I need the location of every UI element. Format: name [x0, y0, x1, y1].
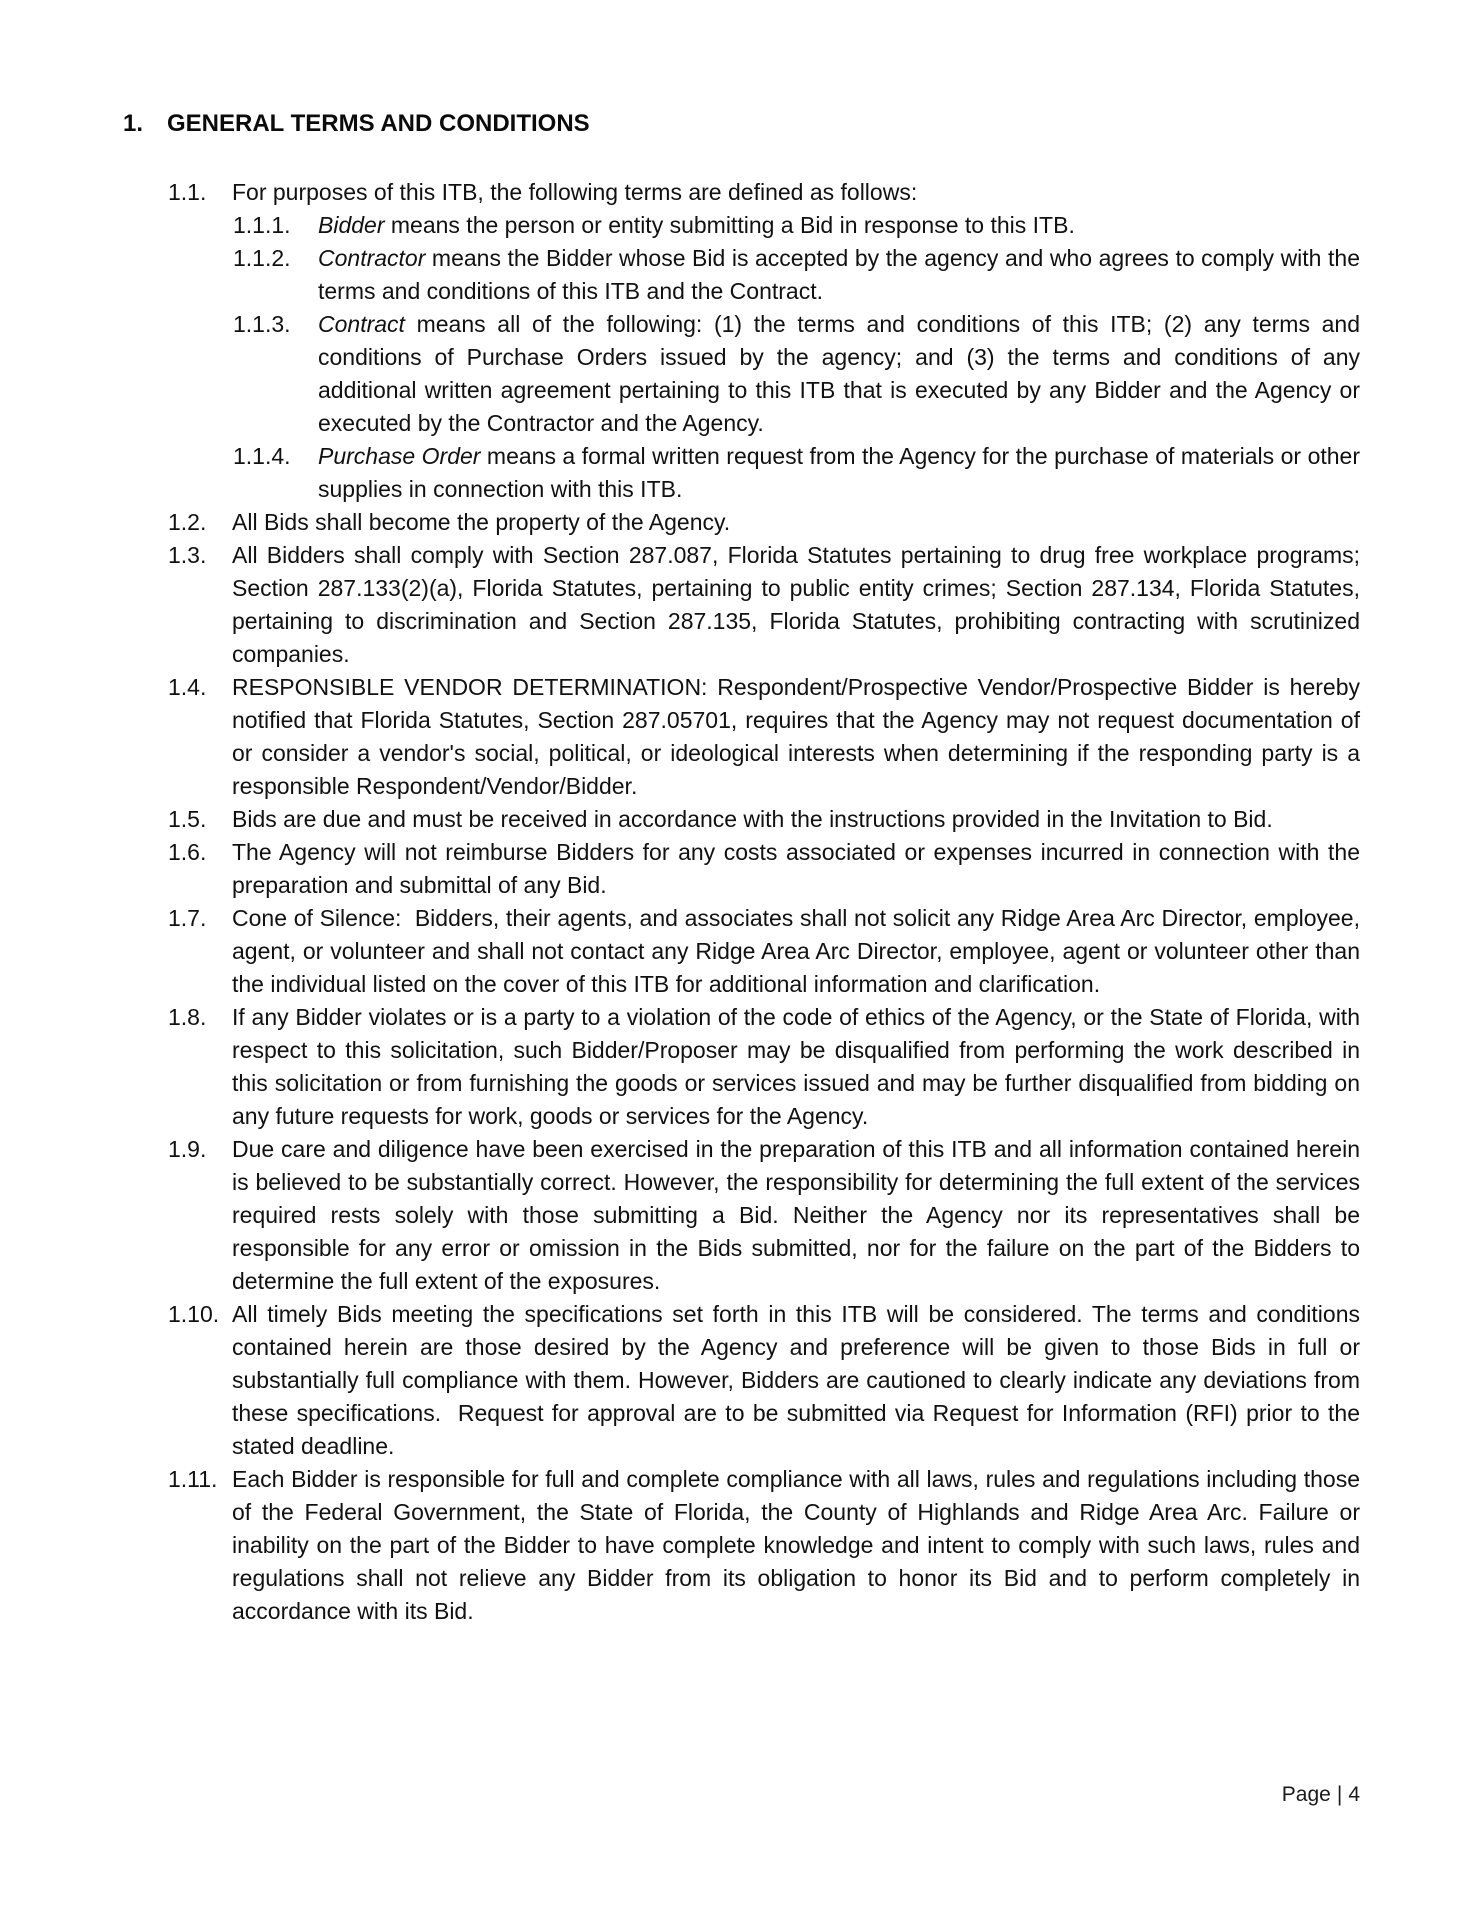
- item-text: All Bidders shall comply with Section 287.087, Florida Statutes pertaining to drug free workplace programs; Section 287.133(2)(a), Florida Statutes, pertaining to public entity crimes; Section 287.134, Florida Statutes, pertaining to discrimination and Section 287.135, Florida Statutes, prohibiting contracting with scrutinized companies.: [232, 542, 1360, 667]
- definition-text: means the Bidder whose Bid is accepted by the agency and who agrees to comply with the terms and conditions of this ITB and the Contract.: [318, 245, 1360, 304]
- list-item-1-1: [168, 176, 1360, 209]
- item-text: For purposes of this ITB, the following terms are defined as follows:: [232, 179, 918, 205]
- page-footer: [1282, 1780, 1360, 1810]
- item-text: Due care and diligence have been exercised in the preparation of this ITB and all information contained herein is believed to be substantially correct. However, the responsibility for determining the full extent of the services required rests solely with those submitting a Bid. Neither the Agency nor its representatives shall be responsible for any error or omission in the Bids submitted, nor for the failure on the part of the Bidders to determine the full extent of the exposures.: [232, 1136, 1360, 1294]
- subitem-number: 1.1.2.: [233, 245, 291, 271]
- page-label: Page: [1281, 1783, 1331, 1806]
- item-number: 1.3.: [168, 542, 207, 568]
- definition-text: means all of the following: (1) the terms and conditions of this ITB; (2) any terms and conditions of Purchase Orders issued by the agency; and (3) the terms and conditions of any additional written agreement pertaining to this ITB that is executed by any Bidder and the Agency or executed by the Contractor and the Agency.: [318, 311, 1360, 436]
- section-heading: [123, 107, 590, 140]
- item-number: 1.2.: [168, 509, 207, 535]
- subitem-number: 1.1.1.: [233, 212, 291, 238]
- defined-term: Contractor: [318, 245, 426, 271]
- list-item-1-10: [168, 1298, 1367, 1463]
- subitem-number: 1.1.3.: [233, 311, 291, 337]
- section-number: 1.: [123, 110, 144, 137]
- section-title: GENERAL TERMS AND CONDITIONS: [167, 110, 590, 137]
- definition-item-contractor: [168, 242, 1360, 308]
- item-text: RESPONSIBLE VENDOR DETERMINATION: Respondent/Prospective Vendor/Prospective Bidder is hereby notified that Florida Statutes, Section 287.05701, requires that the Agency may not request documentation of or consider a vendor's social, political, or ideological interests when determining if the responding party is a responsible Respondent/Vendor/Bidder.: [232, 674, 1360, 799]
- item-number: 1.5.: [168, 806, 207, 832]
- definition-text: means a formal written request from the Agency for the purchase of materials or other supplies in connection with this ITB.: [318, 443, 1360, 502]
- list-item-1-5: [168, 803, 1360, 836]
- definition-item-bidder: [168, 209, 1360, 242]
- item-text: Cone of Silence: Bidders, their agents, and associates shall not solicit any Ridge Area Arc Director, employee, agent, or volunteer and shall not contact any Ridge Area Arc Director, employee, agent or volunteer other than the individual listed on the cover of this ITB for additional information and clarification.: [232, 905, 1367, 997]
- subitem-number: 1.1.4.: [233, 443, 291, 469]
- item-text: All Bids shall become the property of the Agency.: [232, 509, 731, 535]
- definition-item-purchase-order: [168, 440, 1360, 506]
- item-text: Each Bidder is responsible for full and complete compliance with all laws, rules and regulations including those of the Federal Government, the State of Florida, the County of Highlands and Ridge Area Arc. Failure or inability on the part of the Bidder to have complete knowledge and intent to comply with such laws, rules and regulations shall not relieve any Bidder from its obligation to honor its Bid and to perform completely in accordance with its Bid.: [232, 1466, 1360, 1624]
- item-number: 1.7.: [168, 905, 207, 931]
- item-number: 1.11.: [168, 1466, 218, 1492]
- defined-term: Bidder: [318, 212, 385, 238]
- list-item-1-7: [168, 902, 1367, 1001]
- list-item-1-8: [168, 1001, 1360, 1133]
- item-text: The Agency will not reimburse Bidders for any costs associated or expenses incurred in connection with the preparation and submittal of any Bid.: [232, 839, 1360, 898]
- definition-text: means the person or entity submitting a Bid in response to this ITB.: [384, 212, 1075, 238]
- page-number: 4: [1348, 1783, 1360, 1806]
- list-item-1-4: [168, 671, 1360, 803]
- item-number: 1.6.: [168, 839, 207, 865]
- item-number: 1.9.: [168, 1136, 207, 1162]
- defined-term: Contract: [318, 311, 405, 337]
- list-item-1-2: [168, 506, 1360, 539]
- definition-item-contract: [168, 308, 1360, 440]
- page-separator: |: [1336, 1783, 1343, 1806]
- list-item-1-6: [168, 836, 1360, 902]
- list-item-1-9: [168, 1133, 1360, 1298]
- item-number: 1.10.: [168, 1301, 220, 1327]
- item-text: If any Bidder violates or is a party to a violation of the code of ethics of the Agency, or the State of Florida, with respect to this solicitation, such Bidder/Proposer may be disqualified from performing the work described in this solicitation or from furnishing the goods or services issued and may be further disqualified from bidding on any future requests for work, goods or services for the Agency.: [232, 1004, 1360, 1129]
- item-text: All timely Bids meeting the specifications set forth in this ITB will be considered. The terms and conditions contained herein are those desired by the Agency and preference will be given to those Bids in full or substantially full compliance with them. However, Bidders are cautioned to clearly indicate any deviations from these specifications. Request for approval are to be submitted via Request for Information (RFI) prior to the stated deadline.: [232, 1301, 1367, 1459]
- list-item-1-11: [168, 1463, 1360, 1628]
- list-item-1-3: [168, 539, 1360, 671]
- item-number: 1.4.: [168, 674, 207, 700]
- item-number: 1.8.: [168, 1004, 207, 1030]
- item-number: 1.1.: [168, 179, 207, 205]
- item-text: Bids are due and must be received in accordance with the instructions provided in the Invitation to Bid.: [232, 806, 1273, 832]
- defined-term: Purchase Order: [318, 443, 481, 469]
- terms-list: [168, 176, 1367, 1628]
